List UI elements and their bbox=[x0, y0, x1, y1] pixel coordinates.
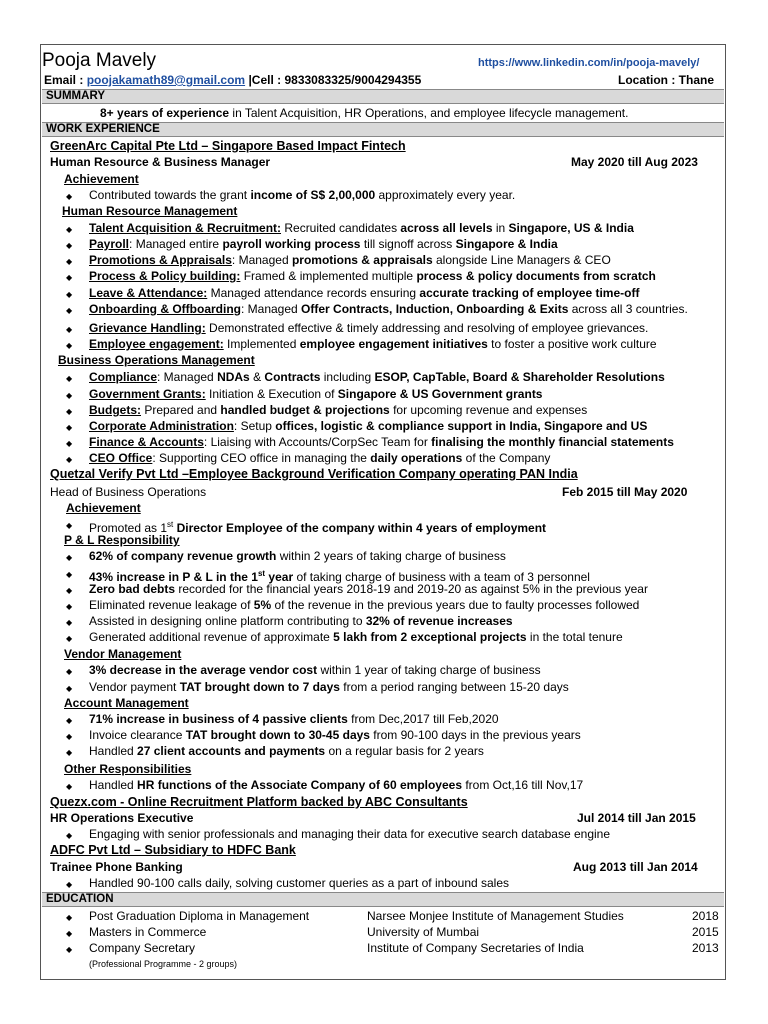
list-item: Generated additional revenue of approximate 5 lakh from 2 exceptional projects in the total tenure bbox=[89, 630, 623, 644]
company-quezx: Quezx.com - Online Recruitment Platform backed by ABC Consultants bbox=[50, 795, 468, 809]
location: Location : Thane bbox=[618, 73, 714, 87]
item-label: Employee engagement: bbox=[89, 337, 224, 351]
bullet-icon: ◆ bbox=[66, 732, 73, 741]
list-item bbox=[89, 337, 657, 352]
pl-heading: P & L Responsibility bbox=[64, 533, 180, 547]
item-text: : Liaising with Accounts/CorpSec Team for bbox=[203, 435, 432, 449]
item-text: Recruited candidates bbox=[281, 221, 401, 235]
item-text-bold: employee engagement initiatives bbox=[299, 337, 488, 351]
item-text-bold: Singapore & US Government grants bbox=[337, 387, 543, 401]
role-adfc: Trainee Phone Banking bbox=[50, 860, 183, 874]
item-text: : Managed bbox=[157, 370, 218, 384]
education-heading: EDUCATION bbox=[46, 893, 114, 905]
bullet-icon: ◆ bbox=[66, 586, 73, 595]
item-label: Payroll bbox=[89, 237, 130, 251]
item-label: Talent Acquisition & Recruitment: bbox=[89, 221, 282, 235]
item-text: of the Company bbox=[462, 451, 551, 465]
list-item: Handled 90-100 calls daily, solving customer queries as a part of inbound sales bbox=[89, 876, 510, 890]
list-item bbox=[89, 269, 656, 284]
education-degree: Masters in Commerce bbox=[89, 925, 207, 939]
bullet-icon: ◆ bbox=[66, 553, 73, 562]
list-item bbox=[89, 237, 558, 252]
bullet-icon: ◆ bbox=[66, 290, 73, 299]
item-label: CEO Office bbox=[89, 451, 153, 465]
bullet-icon: ◆ bbox=[66, 225, 73, 234]
list-item bbox=[89, 221, 634, 236]
list-item bbox=[89, 286, 639, 301]
bullet-icon: ◆ bbox=[66, 602, 73, 611]
item-text: Initiation & Execution of bbox=[205, 387, 338, 401]
item-text-bold: handled budget & projections bbox=[220, 403, 390, 417]
list-item: Handled 27 client accounts and payments on a regular basis for 2 years bbox=[89, 744, 484, 758]
item-text: : Supporting CEO office in managing the bbox=[152, 451, 371, 465]
item-text-bold: NDAs bbox=[217, 370, 250, 384]
education-heading-bar bbox=[42, 892, 724, 907]
item-text-bold: offices, logistic & compliance support in India, Singapore and US bbox=[275, 419, 648, 433]
list-item bbox=[89, 451, 550, 466]
bullet-icon: ◆ bbox=[66, 391, 73, 400]
bullet-icon: ◆ bbox=[66, 192, 73, 201]
item-text-bold: Singapore, US & India bbox=[508, 221, 634, 235]
item-text: Implemented bbox=[223, 337, 300, 351]
list-item bbox=[89, 302, 688, 317]
item-text-bold: promotions & appraisals bbox=[291, 253, 433, 267]
bullet-icon: ◆ bbox=[66, 634, 73, 643]
item-text-bold: finalising the monthly financial statements bbox=[431, 435, 674, 449]
summary-heading-bar bbox=[42, 89, 724, 104]
item-text-bold: Offer Contracts, Induction, Onboarding & Exits bbox=[301, 302, 569, 316]
item-label: Onboarding & Offboarding bbox=[89, 302, 241, 316]
role-quetzal: Head of Business Operations bbox=[50, 485, 207, 499]
item-text: Framed & implemented multiple bbox=[240, 269, 417, 283]
item-label: Budgets: bbox=[89, 403, 141, 417]
list-item: Zero bad debts recorded for the financial years 2018-19 and 2019-20 as against 5% in the previous year bbox=[89, 582, 648, 596]
bullet-icon: ◆ bbox=[66, 374, 73, 383]
bullet-icon: ◆ bbox=[66, 521, 73, 530]
role-greenarc: Human Resource & Business Manager bbox=[50, 155, 271, 169]
bullet-icon: ◆ bbox=[66, 913, 73, 922]
list-item: Handled HR functions of the Associate Company of 60 employees from Oct,16 till Nov,17 bbox=[89, 778, 584, 792]
email-link[interactable]: poojakamath89@gmail.com bbox=[86, 73, 246, 87]
item-label: Process & Policy building: bbox=[89, 269, 241, 283]
bullet-icon: ◆ bbox=[66, 423, 73, 432]
item-text-bold: process & policy documents from scratch bbox=[416, 269, 656, 283]
vm-heading: Vendor Management bbox=[64, 647, 182, 661]
bullet-icon: ◆ bbox=[66, 341, 73, 350]
item-text-bold: across all levels bbox=[400, 221, 493, 235]
item-text: Managed attendance records ensuring bbox=[207, 286, 420, 300]
bullet-icon: ◆ bbox=[66, 407, 73, 416]
list-item: Vendor payment TAT brought down to 7 days from a period ranging between 15-20 days bbox=[89, 680, 569, 694]
education-institution: Institute of Company Secretaries of India bbox=[367, 941, 584, 955]
list-item: Engaging with senior professionals and managing their data for executive search database engine bbox=[89, 827, 611, 841]
role-quezx: HR Operations Executive bbox=[50, 811, 194, 825]
bullet-icon: ◆ bbox=[66, 748, 73, 757]
email-label: Email : bbox=[44, 73, 87, 87]
list-item bbox=[89, 253, 611, 268]
company-quetzal: Quetzal Verify Pvt Ltd –Employee Background Verification Company operating PAN India bbox=[50, 467, 578, 481]
list-item: Assisted in designing online platform contributing to 32% of revenue increases bbox=[89, 614, 513, 628]
summary-text: 8+ years of experience in Talent Acquisition, HR Operations, and employee lifecycle management. bbox=[100, 106, 629, 120]
education-degree: Post Graduation Diploma in Management bbox=[89, 909, 310, 923]
candidate-name: Pooja Mavely bbox=[42, 50, 157, 71]
list-item: Promoted as 1st Director Employee of the company within 4 years of employment bbox=[89, 520, 547, 535]
item-label: Finance & Accounts bbox=[89, 435, 204, 449]
education-degree: Company Secretary bbox=[89, 941, 196, 955]
item-label: Promotions & Appraisals bbox=[89, 253, 232, 267]
list-item: 3% decrease in the average vendor cost within 1 year of taking charge of business bbox=[89, 663, 541, 677]
item-label: Government Grants: bbox=[89, 387, 206, 401]
item-text: Prepared and bbox=[141, 403, 221, 417]
bullet-icon: ◆ bbox=[66, 929, 73, 938]
dates-adfc: Aug 2013 till Jan 2014 bbox=[573, 860, 698, 874]
bullet-icon: ◆ bbox=[66, 945, 73, 954]
item-text-bold: payroll working process bbox=[222, 237, 361, 251]
quetzal-achievement-heading: Achievement bbox=[66, 501, 141, 515]
item-text: across all 3 countries. bbox=[568, 302, 688, 316]
list-item bbox=[89, 403, 587, 418]
list-item bbox=[89, 435, 674, 450]
work-experience-heading-bar bbox=[42, 122, 724, 137]
item-text: Demonstrated effective & timely addressing and resolving of employee grievances. bbox=[205, 321, 649, 335]
item-label: Compliance bbox=[89, 370, 158, 384]
dates-greenarc: May 2020 till Aug 2023 bbox=[571, 155, 698, 169]
item-text-bold: accurate tracking of employee time-off bbox=[419, 286, 640, 300]
list-item bbox=[89, 321, 648, 336]
am-heading: Account Management bbox=[64, 696, 189, 710]
company-greenarc: GreenArc Capital Pte Ltd – Singapore Based Impact Fintech bbox=[50, 139, 406, 153]
bom-heading: Business Operations Management bbox=[58, 353, 255, 367]
summary-heading: SUMMARY bbox=[46, 90, 105, 102]
item-text: alongside Line Managers & CEO bbox=[432, 253, 611, 267]
dates-quetzal: Feb 2015 till May 2020 bbox=[562, 485, 688, 499]
education-note: (Professional Programme - 2 groups) bbox=[89, 959, 238, 969]
item-text: : Managed entire bbox=[129, 237, 223, 251]
item-text: : Setup bbox=[233, 419, 276, 433]
list-item: Invoice clearance TAT brought down to 30-45 days from 90-100 days in the previous years bbox=[89, 728, 581, 742]
item-text: including bbox=[320, 370, 375, 384]
education-institution: Narsee Monjee Institute of Management Studies bbox=[367, 909, 624, 923]
bullet-icon: ◆ bbox=[66, 306, 73, 315]
item-text-bold: Singapore & India bbox=[455, 237, 558, 251]
or-heading: Other Responsibilities bbox=[64, 762, 192, 776]
item-text: & bbox=[249, 370, 265, 384]
list-item: 43% increase in P & L in the 1st year of taking charge of business with a team of 3 personnel bbox=[89, 569, 590, 584]
work-experience-heading: WORK EXPERIENCE bbox=[46, 123, 160, 135]
item-label: Corporate Administration bbox=[89, 419, 234, 433]
education-year: 2013 bbox=[692, 941, 719, 955]
item-text: : Managed bbox=[231, 253, 292, 267]
hrm-heading: Human Resource Management bbox=[62, 204, 238, 218]
contact-line bbox=[44, 73, 421, 88]
item-text: in bbox=[492, 221, 509, 235]
bullet-icon: ◆ bbox=[66, 880, 73, 889]
bullet-icon: ◆ bbox=[66, 273, 73, 282]
company-adfc: ADFC Pvt Ltd – Subsidiary to HDFC Bank bbox=[50, 843, 296, 857]
item-text: till signoff across bbox=[360, 237, 456, 251]
education-institution: University of Mumbai bbox=[367, 925, 480, 939]
item-text: for upcoming revenue and expenses bbox=[389, 403, 588, 417]
education-year: 2015 bbox=[692, 925, 719, 939]
list-item: Contributed towards the grant income of S$ 2,00,000 approximately every year. bbox=[89, 188, 516, 202]
item-label: Grievance Handling: bbox=[89, 321, 206, 335]
cell-number: |Cell : 9833083325/9004294355 bbox=[245, 73, 422, 87]
bullet-icon: ◆ bbox=[66, 684, 73, 693]
education-year: 2018 bbox=[692, 909, 719, 923]
bullet-icon: ◆ bbox=[66, 618, 73, 627]
bullet-icon: ◆ bbox=[66, 570, 73, 579]
bullet-icon: ◆ bbox=[66, 782, 73, 791]
linkedin-link[interactable]: https://www.linkedin.com/in/pooja-mavely/ bbox=[478, 57, 700, 69]
list-item bbox=[89, 387, 542, 402]
list-item bbox=[89, 370, 665, 385]
item-text-bold: ESOP, CapTable, Board & Shareholder Resolutions bbox=[374, 370, 665, 384]
item-text-bold: Contracts bbox=[264, 370, 321, 384]
list-item bbox=[89, 419, 647, 434]
bullet-icon: ◆ bbox=[66, 325, 73, 334]
bullet-icon: ◆ bbox=[66, 716, 73, 725]
bullet-icon: ◆ bbox=[66, 831, 73, 840]
bullet-icon: ◆ bbox=[66, 241, 73, 250]
list-item: 62% of company revenue growth within 2 years of taking charge of business bbox=[89, 549, 506, 563]
bullet-icon: ◆ bbox=[66, 257, 73, 266]
bullet-icon: ◆ bbox=[66, 455, 73, 464]
item-text: to foster a positive work culture bbox=[487, 337, 657, 351]
bullet-icon: ◆ bbox=[66, 439, 73, 448]
item-text: : Managed bbox=[240, 302, 302, 316]
item-label: Leave & Attendance: bbox=[89, 286, 208, 300]
bullet-icon: ◆ bbox=[66, 667, 73, 676]
dates-quezx: Jul 2014 till Jan 2015 bbox=[577, 811, 696, 825]
item-text-bold: daily operations bbox=[370, 451, 463, 465]
greenarc-achievement-heading: Achievement bbox=[64, 172, 139, 186]
list-item: 71% increase in business of 4 passive clients from Dec,2017 till Feb,2020 bbox=[89, 712, 499, 726]
list-item: Eliminated revenue leakage of 5% of the revenue in the previous years due to faulty processes followed bbox=[89, 598, 640, 612]
